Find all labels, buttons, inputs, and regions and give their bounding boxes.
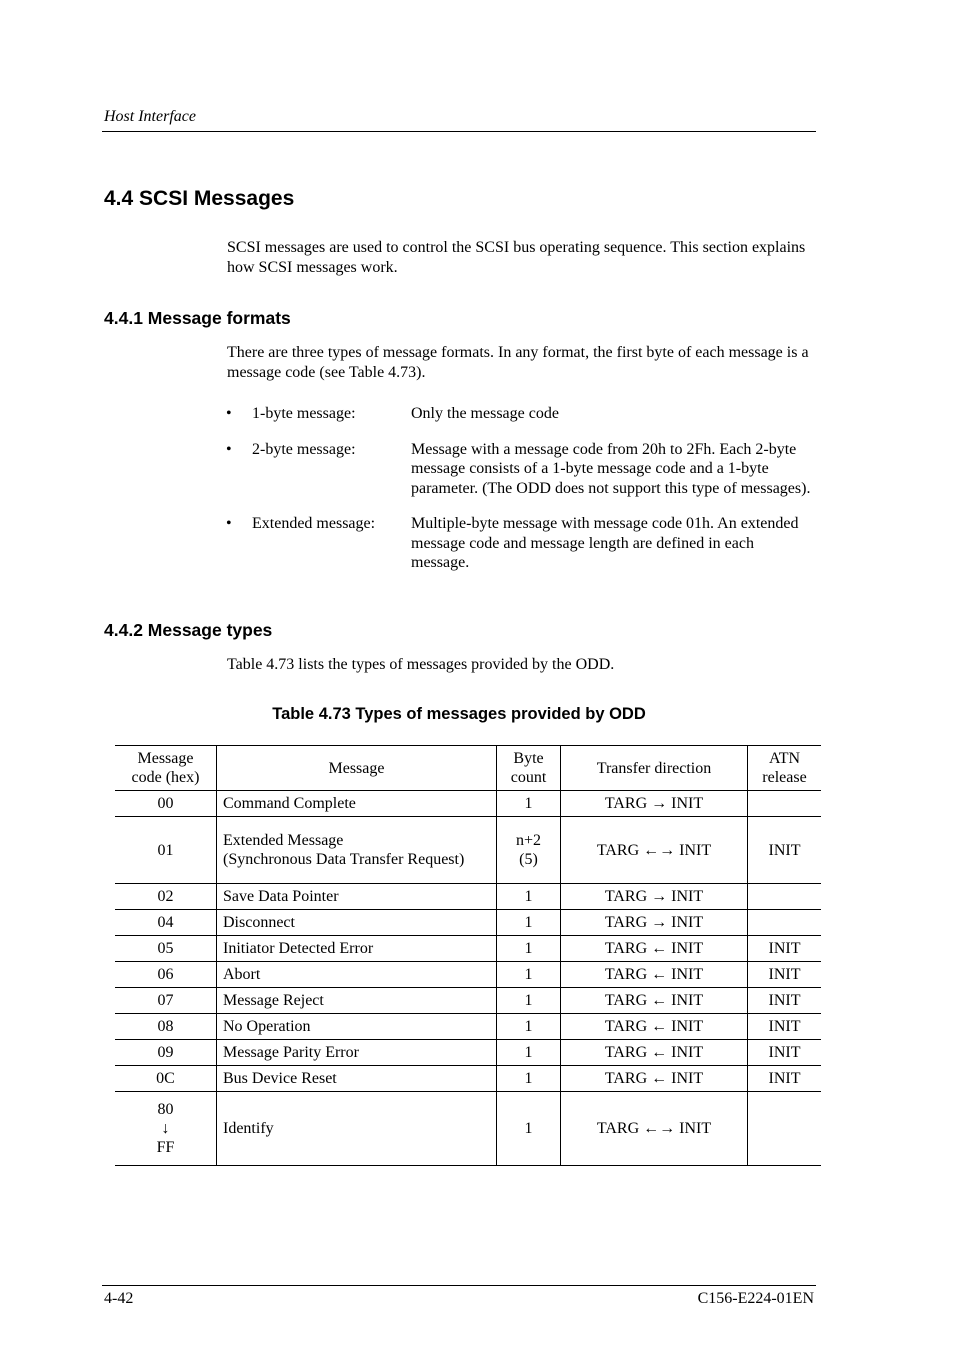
table-header-row [115, 746, 821, 791]
table-body [115, 791, 821, 1166]
cell-direction: TARG ← INIT [561, 1066, 748, 1092]
bullet-term: 1-byte message: [252, 405, 356, 422]
cell-direction: TARG ←→ INIT [561, 817, 748, 884]
cell-code: 04 [115, 910, 217, 936]
subsection-heading-types: 4.4.2 Message types [104, 620, 273, 640]
table-row [115, 817, 821, 884]
bullet-icon: • [226, 515, 232, 532]
bullet-icon: • [226, 440, 232, 458]
cell-atn-release: INIT [748, 988, 822, 1014]
header-transfer-direction: Transfer direction [561, 746, 748, 791]
cell-byte-count: 1 [497, 1066, 561, 1092]
cell-message: Initiator Detected Error [217, 936, 497, 962]
cell-direction: TARG → INIT [561, 791, 748, 817]
bullet-icon: • [226, 405, 232, 422]
cell-byte-count: n+2 (5) [497, 817, 561, 884]
cell-atn-release: INIT [748, 1040, 822, 1066]
cell-message: Identify [217, 1092, 497, 1166]
table-row [115, 988, 821, 1014]
cell-code: 07 [115, 988, 217, 1014]
cell-direction: TARG → INIT [561, 884, 748, 910]
cell-byte-count: 1 [497, 1040, 561, 1066]
cell-atn-release [748, 910, 822, 936]
header-byte-count: Byte count [497, 746, 561, 791]
cell-direction: TARG ← INIT [561, 962, 748, 988]
cell-message: Command Complete [217, 791, 497, 817]
cell-message: No Operation [217, 1014, 497, 1040]
list-item [226, 440, 818, 499]
footer-rule [102, 1285, 816, 1286]
cell-code: 80 ↓ FF [115, 1092, 217, 1166]
table-row [115, 1014, 821, 1040]
cell-atn-release [748, 1092, 822, 1166]
table-row [115, 884, 821, 910]
cell-message: Disconnect [217, 910, 497, 936]
cell-byte-count: 1 [497, 936, 561, 962]
header-message: Message [217, 746, 497, 791]
cell-atn-release: INIT [748, 1066, 822, 1092]
cell-byte-count: 1 [497, 884, 561, 910]
page-number: 4-42 [104, 1290, 134, 1307]
cell-atn-release: INIT [748, 936, 822, 962]
cell-atn-release: INIT [748, 962, 822, 988]
bullet-desc: Message with a message code from 20h to 2Fh. Each 2-byte message consists of a 1-byte message code and a 1-byte parameter. (The ODD does not support this type of messages). [411, 440, 811, 497]
cell-message: Bus Device Reset [217, 1066, 497, 1092]
table-row [115, 791, 821, 817]
cell-direction: TARG ← INIT [561, 1014, 748, 1040]
cell-direction: TARG → INIT [561, 910, 748, 936]
running-header: Host Interface [104, 108, 196, 125]
message-types-table [115, 745, 821, 1166]
document-code: C156-E224-01EN [697, 1290, 814, 1307]
cell-code: 02 [115, 884, 217, 910]
table-row [115, 1092, 821, 1166]
header-atn-release: ATN release [748, 746, 822, 791]
formats-intro: There are three types of message formats. In any format, the first byte of each message is a message code (see Table 4.73). [227, 344, 809, 381]
types-intro: Table 4.73 lists the types of messages provided by the ODD. [227, 656, 615, 673]
header-rule [102, 131, 816, 132]
cell-direction: TARG ← INIT [561, 1040, 748, 1066]
section-heading: 4.4 SCSI Messages [104, 187, 295, 210]
cell-direction: TARG ← INIT [561, 936, 748, 962]
cell-message: Message Parity Error [217, 1040, 497, 1066]
bullet-term: 2-byte message: [252, 440, 356, 458]
cell-atn-release: INIT [748, 817, 822, 884]
table-row [115, 936, 821, 962]
cell-atn-release: INIT [748, 1014, 822, 1040]
list-item [226, 514, 818, 573]
bullet-desc: Only the message code [411, 405, 559, 422]
table-row [115, 910, 821, 936]
cell-message: Save Data Pointer [217, 884, 497, 910]
cell-atn-release [748, 884, 822, 910]
cell-byte-count: 1 [497, 988, 561, 1014]
list-item [226, 404, 818, 424]
cell-byte-count: 1 [497, 962, 561, 988]
table-row [115, 962, 821, 988]
cell-byte-count: 1 [497, 791, 561, 817]
bullet-term: Extended message: [252, 515, 376, 532]
table-row [115, 1066, 821, 1092]
cell-code: 00 [115, 791, 217, 817]
cell-byte-count: 1 [497, 1092, 561, 1166]
cell-code: 08 [115, 1014, 217, 1040]
cell-atn-release [748, 791, 822, 817]
cell-code: 01 [115, 817, 217, 884]
subsection-heading-formats: 4.4.1 Message formats [104, 308, 291, 328]
cell-byte-count: 1 [497, 910, 561, 936]
cell-code: 06 [115, 962, 217, 988]
format-bullet-list [226, 404, 818, 589]
cell-message: Message Reject [217, 988, 497, 1014]
section-intro: SCSI messages are used to control the SCSI bus operating sequence. This section explains how SCSI messages work. [227, 239, 806, 276]
cell-direction: TARG ← INIT [561, 988, 748, 1014]
header-message-code: Message code (hex) [115, 746, 217, 791]
table-caption: Table 4.73 Types of messages provided by ODD [272, 705, 646, 723]
cell-message: Extended Message (Synchronous Data Transfer Request) [217, 817, 497, 884]
cell-code: 05 [115, 936, 217, 962]
cell-direction: TARG ←→ INIT [561, 1092, 748, 1166]
cell-byte-count: 1 [497, 1014, 561, 1040]
cell-code: 09 [115, 1040, 217, 1066]
bullet-desc: Multiple-byte message with message code 01h. An extended message code and message length are defined in each message. [411, 515, 799, 571]
cell-message: Abort [217, 962, 497, 988]
table-row [115, 1040, 821, 1066]
cell-code: 0C [115, 1066, 217, 1092]
